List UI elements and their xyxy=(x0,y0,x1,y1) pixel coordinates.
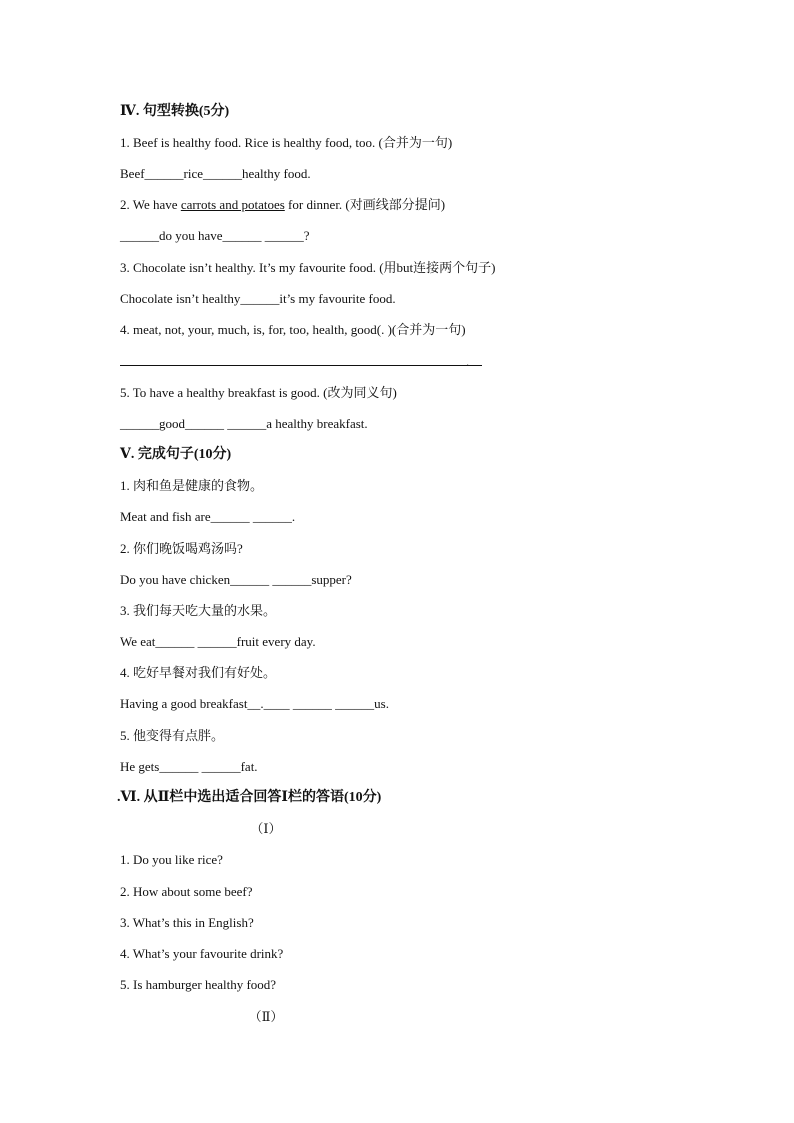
section-5-question-2: 2. 你们晚饭喝鸡汤吗? xyxy=(120,541,243,556)
section-5-question-5: 5. 他变得有点胖。 xyxy=(120,728,225,743)
section-4-heading: Ⅳ. 句型转换(5分) xyxy=(120,104,230,119)
section-4-question-3: 3. Chocolate isn’t healthy. It’s my favourite food. (用but连接两个句子) xyxy=(120,260,496,275)
section-5-heading: Ⅴ. 完成句子(10分) xyxy=(120,447,232,462)
section-4-answer-1: Beef______rice______healthy food. xyxy=(120,166,311,181)
section-4-answer-5: ______good______ ______a healthy breakfast. xyxy=(120,416,368,431)
section-4-question-4: 4. meat, not, your, much, is, for, too, health, good(. )(合并为一句) xyxy=(120,322,466,337)
q2-prefix: 2. We have xyxy=(120,197,181,212)
q2-underlined-phrase: carrots and potatoes xyxy=(180,197,285,212)
section-4-answer-2: ______do you have______ ______? xyxy=(120,228,310,243)
section-5-answer-1: Meat and fish are______ ______. xyxy=(120,509,296,524)
list-item: 1. Do you like rice? xyxy=(120,852,223,867)
list-item: 3. What’s this in English? xyxy=(120,915,254,930)
section-4-question-2 xyxy=(120,197,445,213)
section-4-question-1: 1. Beef is healthy food. Rice is healthy food, too. (合并为一句) xyxy=(120,135,453,150)
list-item: 5. Is hamburger healthy food? xyxy=(120,977,277,992)
answer-blank-line xyxy=(120,353,482,366)
section-5-answer-2: Do you have chicken______ ______supper? xyxy=(120,572,352,587)
section-4-answer-4 xyxy=(120,353,469,370)
section-5-question-4: 4. 吃好早餐对我们有好处。 xyxy=(120,665,277,680)
section-5-question-1: 1. 肉和鱼是健康的食物。 xyxy=(120,478,264,493)
section-5-answer-5: He gets______ ______fat. xyxy=(120,759,258,774)
section-5-answer-3: We eat______ ______fruit every day. xyxy=(120,634,316,649)
column-1-label: （Ⅰ） xyxy=(250,821,282,836)
section-5-question-3: 3. 我们每天吃大量的水果。 xyxy=(120,603,277,618)
answer-4-period: . xyxy=(466,354,470,369)
section-4-answer-3: Chocolate isn’t healthy______it’s my favourite food. xyxy=(120,291,396,306)
column-2-label: （Ⅱ） xyxy=(248,1009,284,1024)
section-4-question-5: 5. To have a healthy breakfast is good. (改为同义句) xyxy=(120,385,397,400)
list-item: 4. What’s your favourite drink? xyxy=(120,946,284,961)
section-5-answer-4: Having a good breakfast__.____ ______ ______us. xyxy=(120,696,389,711)
q2-suffix: for dinner. (对画线部分提问) xyxy=(284,197,446,212)
list-item: 2. How about some beef? xyxy=(120,884,253,899)
section-6-heading: .Ⅵ. 从Ⅱ栏中选出适合回答Ⅰ栏的答语(10分) xyxy=(117,790,382,805)
